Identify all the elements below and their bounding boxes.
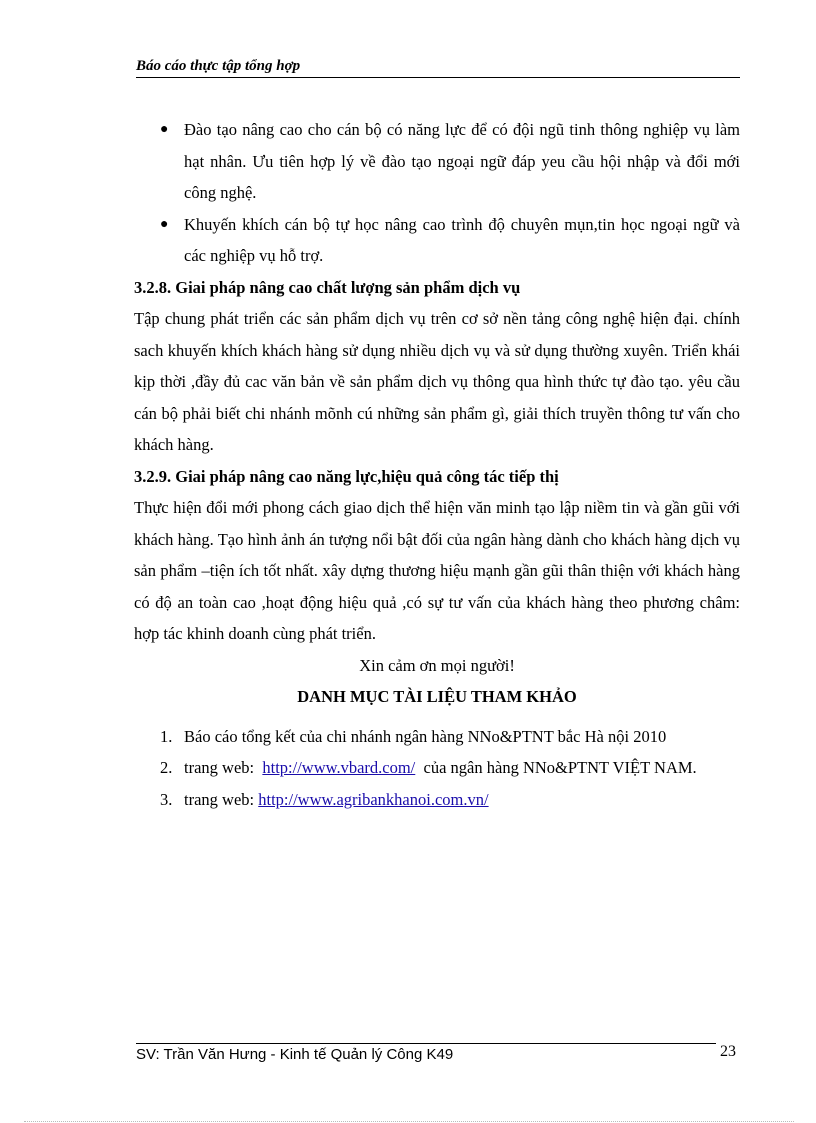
reference-number: 3.: [160, 789, 173, 809]
page-bottom-border: [24, 1121, 794, 1122]
references-title: DANH MỤC TÀI LIỆU THAM KHẢO: [297, 687, 577, 706]
reference-prefix: trang web:: [184, 789, 259, 809]
section-heading-3-2-8: 3.2.8. Giai pháp nâng cao chất lượng sản phẩm dịch vụ: [134, 277, 521, 297]
footer-author: SV: Trần Văn Hưng - Kinh tế Quản lý Công K49: [136, 1046, 454, 1063]
bullet-text: Khuyến khích cán bộ tự học nâng cao trình độ chuyên mụn,tin học ngoại ngữ và các nghiệp vụ hỗ trợ.: [184, 214, 740, 265]
reference-item: [134, 752, 740, 784]
reference-link-vbard[interactable]: http://www.vbard.com/: [262, 758, 416, 777]
bullet-list: [134, 114, 740, 272]
reference-item: [134, 784, 740, 816]
bullet-item: [134, 114, 740, 209]
reference-prefix: trang web:: [184, 758, 263, 777]
section-heading-3-2-9: 3.2.9. Giai pháp nâng cao năng lực,hiệu quả công tác tiếp thị: [134, 466, 559, 486]
reference-link-agribank[interactable]: http://www.agribankhanoi.com.vn/: [258, 789, 489, 809]
footer-divider: [136, 1043, 716, 1044]
bullet-icon: ●: [160, 216, 169, 232]
reference-text: Báo cáo tổng kết của chi nhánh ngân hàng NNo&PTNT bắc Hà nội 2010: [184, 726, 667, 746]
reference-item: [134, 721, 740, 753]
thanks-line: Xin cảm ơn mọi người!: [359, 655, 515, 675]
page-number: 23: [720, 1043, 736, 1060]
section-body-3-2-9: Thực hiện đổi mới phong cách giao dịch thể hiện văn minh tạo lập niềm tin và gần gũi với khách hàng. Tạo hình ảnh án tượng nổi bật đối của ngân hàng dành cho khách hàng dịch vụ sản phẩm –tiện ích tốt nhất. xây dựng thương hiệu mạnh gần gũi thân thiện với khách hàng có độ an toàn cao ,hoạt động hiệu quả ,có sự tư vấn của khách hàng theo phương châm: hợp tác khinh doanh cùng phát triển.: [134, 498, 740, 643]
bullet-icon: ●: [160, 122, 169, 137]
bullet-text: Đào tạo nâng cao cho cán bộ có năng lực để có đội ngũ tinh thông nghiệp vụ làm hạt nhân. Ưu tiên hợp lý về đào tạo ngoại ngữ đáp yeu cầu hội nhập và đổi mới công nghệ.: [184, 120, 740, 202]
section-body-3-2-8: Tập chung phát triển các sản phẩm dịch vụ trên cơ sở nền tảng công nghệ hiện đại. chính sach khuyến khích khách hàng sử dụng nhiều dịch vụ và sử dụng thường xuyên. Triển khái kịp thời ,đầy đủ cac văn bản về sản phẩm dịch vụ thông qua hình thức tự đào tạo. yêu cầu cán bộ phải biết chi nhánh mõnh cú những sản phẩm gì, giải thích truyền thông tư vấn cho khách hàng.: [134, 309, 740, 454]
bullet-item: [134, 209, 740, 272]
reference-suffix: của ngân hàng NNo&PTNT VIỆT NAM.: [415, 758, 697, 777]
document-body: [134, 114, 740, 815]
reference-number: 1.: [160, 726, 173, 746]
references-list: [134, 721, 740, 816]
page-header: Báo cáo thực tập tổng hợp: [136, 58, 740, 78]
reference-number: 2.: [160, 758, 173, 777]
